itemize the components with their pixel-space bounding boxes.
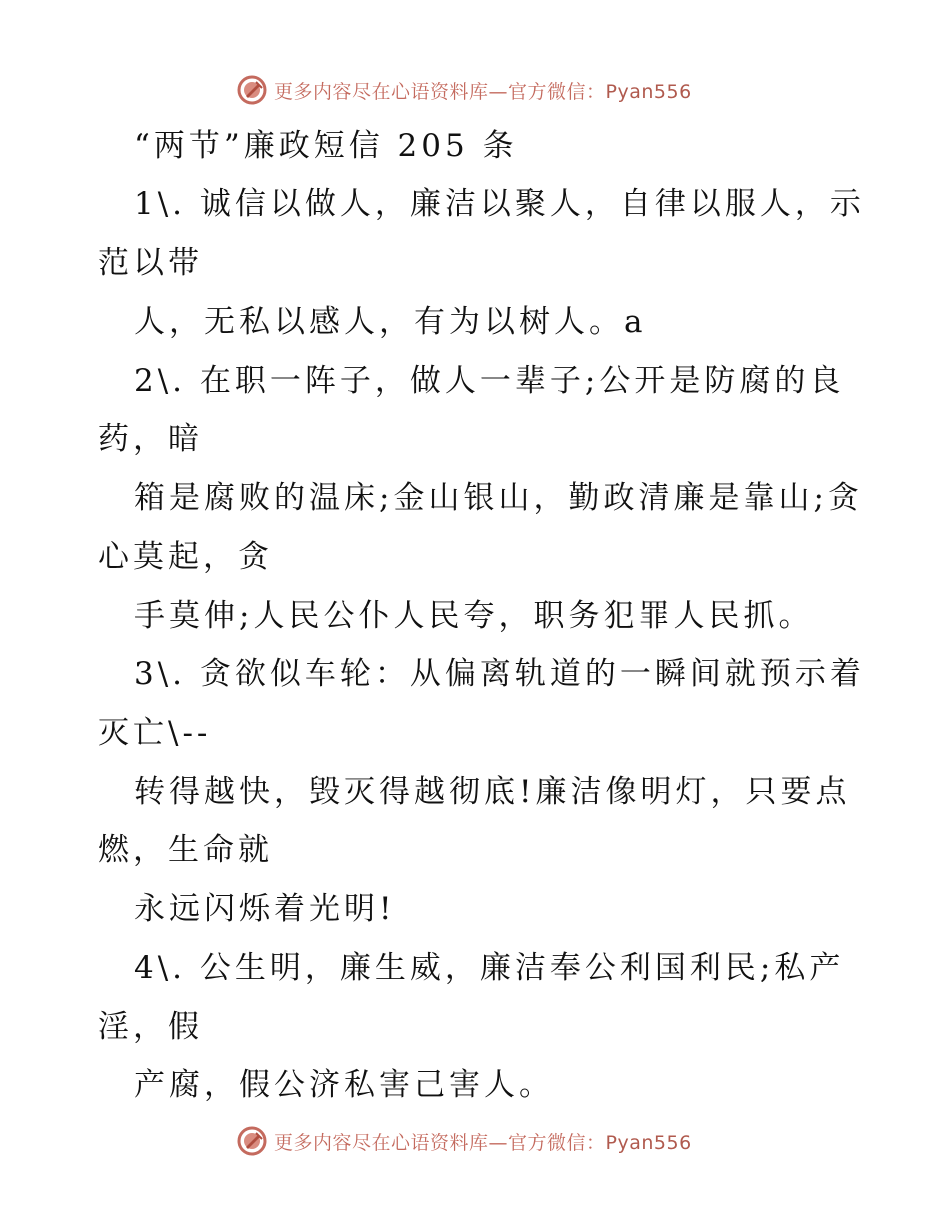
text-line: 4\. 公生明，廉生威，廉洁奉公利国利民;私产 [134,950,845,986]
text-line: 1\. 诚信以做人，廉洁以聚人，自律以服人，示 [134,186,865,222]
text-line: 永远闪烁着光明! [134,891,396,927]
text-line: 箱是腐败的温床;金山银山，勤政清廉是靠山;贪 [134,480,863,516]
text-line: 范以带 [98,245,203,281]
text-line: 淫，假 [98,1009,203,1045]
text-line: 转得越快，毁灭得越彻底!廉洁像明灯，只要点 [134,774,851,810]
text-line: 2\. 在职一阵子，做人一辈子;公开是防腐的良 [134,363,845,399]
text-line: 人，无私以感人，有为以树人。a [134,304,647,340]
document-title: “两节”廉政短信 205 条 [134,128,518,164]
text-line: 3\. 贪欲似车轮：从偏离轨道的一瞬间就预示着 [134,656,865,692]
text-line: 心莫起，贪 [98,539,273,575]
text-line: 产腐，假公济私害己害人。 [134,1067,554,1103]
header-watermark [236,73,692,107]
text-line: 燃，生命就 [98,832,273,868]
fountain-pen-nib-seal-icon [236,74,268,106]
watermark-text: 更多内容尽在心语资料库—官方微信：Pyan556 [274,80,692,103]
fountain-pen-nib-seal-icon [236,1125,268,1157]
footer-watermark [236,1124,692,1158]
text-line: 灭亡\-- [98,715,212,751]
text-line: 药，暗 [98,421,203,457]
text-line: 手莫伸;人民公仆人民夸，职务犯罪人民抓。 [134,598,814,634]
watermark-text: 更多内容尽在心语资料库—官方微信：Pyan556 [274,1131,692,1154]
